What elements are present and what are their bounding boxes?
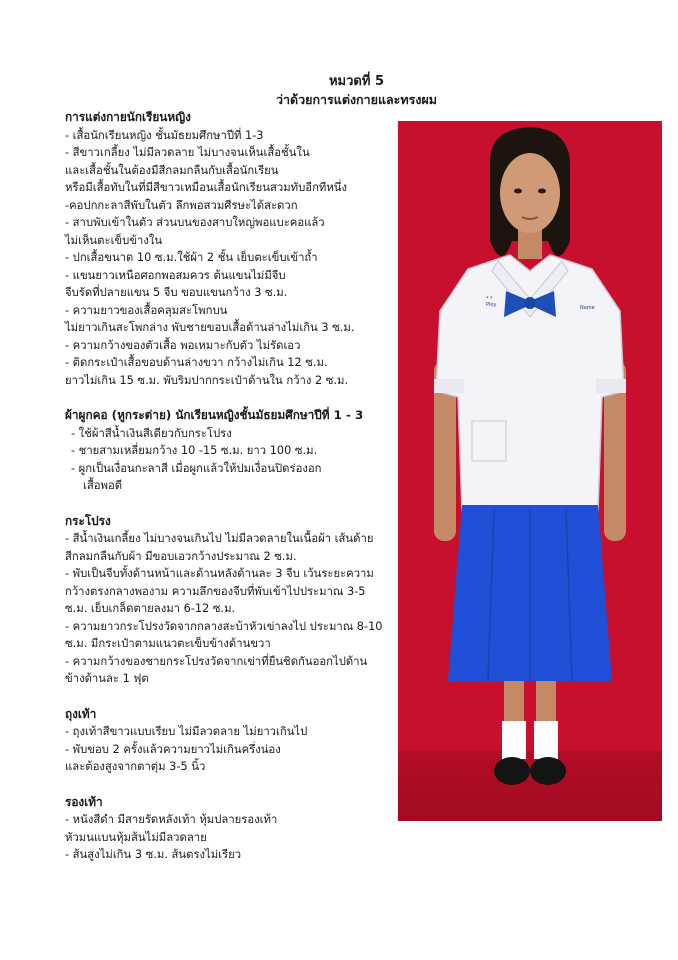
rule-line: - ติดกระเป๋าเสื้อขอบด้านล่างขวา กว้างไม่เกิน 12 ซ.ม. xyxy=(65,356,328,369)
chapter-title: หมวดที่ 5 xyxy=(328,74,385,89)
blouse-badge xyxy=(486,296,496,308)
rule-line: - สีน้ำเงินเกลี้ยง ไม่บางจนเกินไป ไม่มีลวดลายในเนื้อผ้า เส้นด้าย xyxy=(65,532,374,545)
rule-line: - สีขาวเกลี้ยง ไม่มีลวดลาย ไม่บางจนเห็นเสื้อชั้นใน xyxy=(65,146,310,159)
rule-line: เสื้อพอดี xyxy=(83,479,123,492)
rule-line: - สาบพับเข้าในตัว ส่วนบนของสาบใหญ่พอแบะคอแล้ว xyxy=(65,216,325,229)
rule-line: หรือมีเสื้อทับในที่มีสีขาวเหมือนเสื้อนักเรียนสวมทับอีกทีหนึ่ง xyxy=(65,181,348,194)
rule-line: กว้างตรงกลางพองาม ความลึกของจีบที่พับเข้าไปประมาณ 3-5 xyxy=(65,584,366,598)
rule-line: ยาวไม่เกิน 15 ซ.ม. พับริมปากกระเป๋าด้านใน กว้าง 2 ซ.ม. xyxy=(65,373,349,387)
rule-line: - ส้นสูงไม่เกิน 3 ซ.ม. ส้นตรงไม่เรียว xyxy=(65,848,242,861)
section-title-socks: ถุงเท้า xyxy=(65,706,97,721)
rule-line: ไม่เห็นตะเข็บข้างใน xyxy=(65,233,163,247)
rule-line: - พับเป็นจีบทั้งด้านหน้าและด้านหลังด้านละ 3 จีบ เว้นระยะความ xyxy=(65,567,374,580)
rule-line: และต้องสูงจากตาตุ่ม 3-5 นิ้ว xyxy=(65,760,206,773)
badge-stars: * * xyxy=(486,296,493,302)
student-figure-illustration xyxy=(398,121,662,821)
rule-line: ซ.ม. มีกระเป๋าตามแนวตะเข็บข้างด้านขวา xyxy=(65,637,271,650)
rule-line: - ชายสามเหลี่ยมกว้าง 10 -15 ซ.ม. ยาว 100 ซ.ม. xyxy=(71,444,318,457)
rule-line: -คอปกกะลาสีพับในตัว ลึกพอสวมศีรษะได้สะดวก xyxy=(65,198,298,212)
rule-line: - ความยาวกระโปรงวัดจากกลางสะบ้าหัวเข่าลงไป ประมาณ 8-10 xyxy=(65,619,383,633)
rule-line: - ความกว้างของชายกระโปรงวัดจากเข่าที่ยืนชิดกันออกไปด้าน xyxy=(65,654,368,668)
rule-line: - ความกว้างของตัวเสื้อ พอเหมาะกับตัว ไม่รัดเอว xyxy=(65,338,301,352)
rule-line: - ถุงเท้าสีขาวแบบเรียบ ไม่มีลวดลาย ไม่ยาวเกินไป xyxy=(65,725,308,738)
uniform-rules-text xyxy=(65,109,395,864)
rule-line: - ความยาวของเสื้อคลุมสะโพกบน xyxy=(65,303,228,317)
section-title-shoes: รองเท้า xyxy=(65,794,103,809)
rule-line: - ปกเสื้อขนาด 10 ซ.ม.ใช้ผ้า 2 ชั้น เย็บตะเข็บเข้าถ้ำ xyxy=(65,251,318,264)
rule-line: - ผูกเป็นเงื่อนกะลาสี เมื่อผูกแล้วให้ปมเงื่อนปิดร่องอก xyxy=(71,461,322,475)
chapter-subtitle: ว่าด้วยการแต่งกายและทรงผม xyxy=(275,92,438,107)
rule-line: - เสื้อนักเรียนหญิง ชั้นมัธยมศึกษาปีที่ 1-3 xyxy=(65,128,264,142)
rule-line: - หนังสีดำ มีสายรัดหลังเท้า หุ้มปลายรองเท้า xyxy=(65,813,278,826)
rule-line: จีบรัดที่ปลายแขน 5 จีบ ขอบแขนกว้าง 3 ซ.ม. xyxy=(65,286,288,299)
rule-line: - ใช้ผ้าสีน้ำเงินสีเดียวกับกระโปรง xyxy=(71,426,232,440)
student-uniform-photo xyxy=(398,121,662,821)
section-title-girls-uniform: การแต่งกายนักเรียนหญิง xyxy=(65,110,191,124)
rule-line: ไม่ยาวเกินสะโพกล่าง พับชายขอบเสื้อด้านล่างไม่เกิน 3 ซ.ม. xyxy=(65,321,355,334)
rule-line: และเสื้อชั้นในต้องมีสีกลมกลืนกับเสื้อนักเรียน xyxy=(65,163,279,177)
rule-line: หัวมนแบนหุ้มส้นไม่มีลวดลาย xyxy=(65,830,207,844)
document-header xyxy=(0,72,678,109)
rule-line: สีกลมกลืนกับผ้า มีขอบเอวกว้างประมาณ 2 ซ.ม. xyxy=(65,549,297,563)
section-title-skirt: กระโปรง xyxy=(65,513,111,528)
rule-line: - แขนยาวเหนือศอกพอสมควร ต้นแขนไม่มีจีบ xyxy=(65,268,286,282)
blouse-nametag: Name xyxy=(580,305,595,311)
rule-line: ซ.ม. เย็บเกล็ดตายลงมา 6-12 ซ.ม. xyxy=(65,602,236,615)
rule-line: - พับขอบ 2 ครั้งแล้วความยาวไม่เกินครึ่งน่อง xyxy=(65,742,281,756)
rule-line: ข้างด้านละ 1 ฟุต xyxy=(65,672,149,685)
section-title-necktie: ผ้าผูกคอ (หูกระต่าย) นักเรียนหญิงชั้นมัธยมศึกษาปีที่ 1 - 3 xyxy=(65,408,364,422)
badge-name: Ploy xyxy=(486,302,497,308)
